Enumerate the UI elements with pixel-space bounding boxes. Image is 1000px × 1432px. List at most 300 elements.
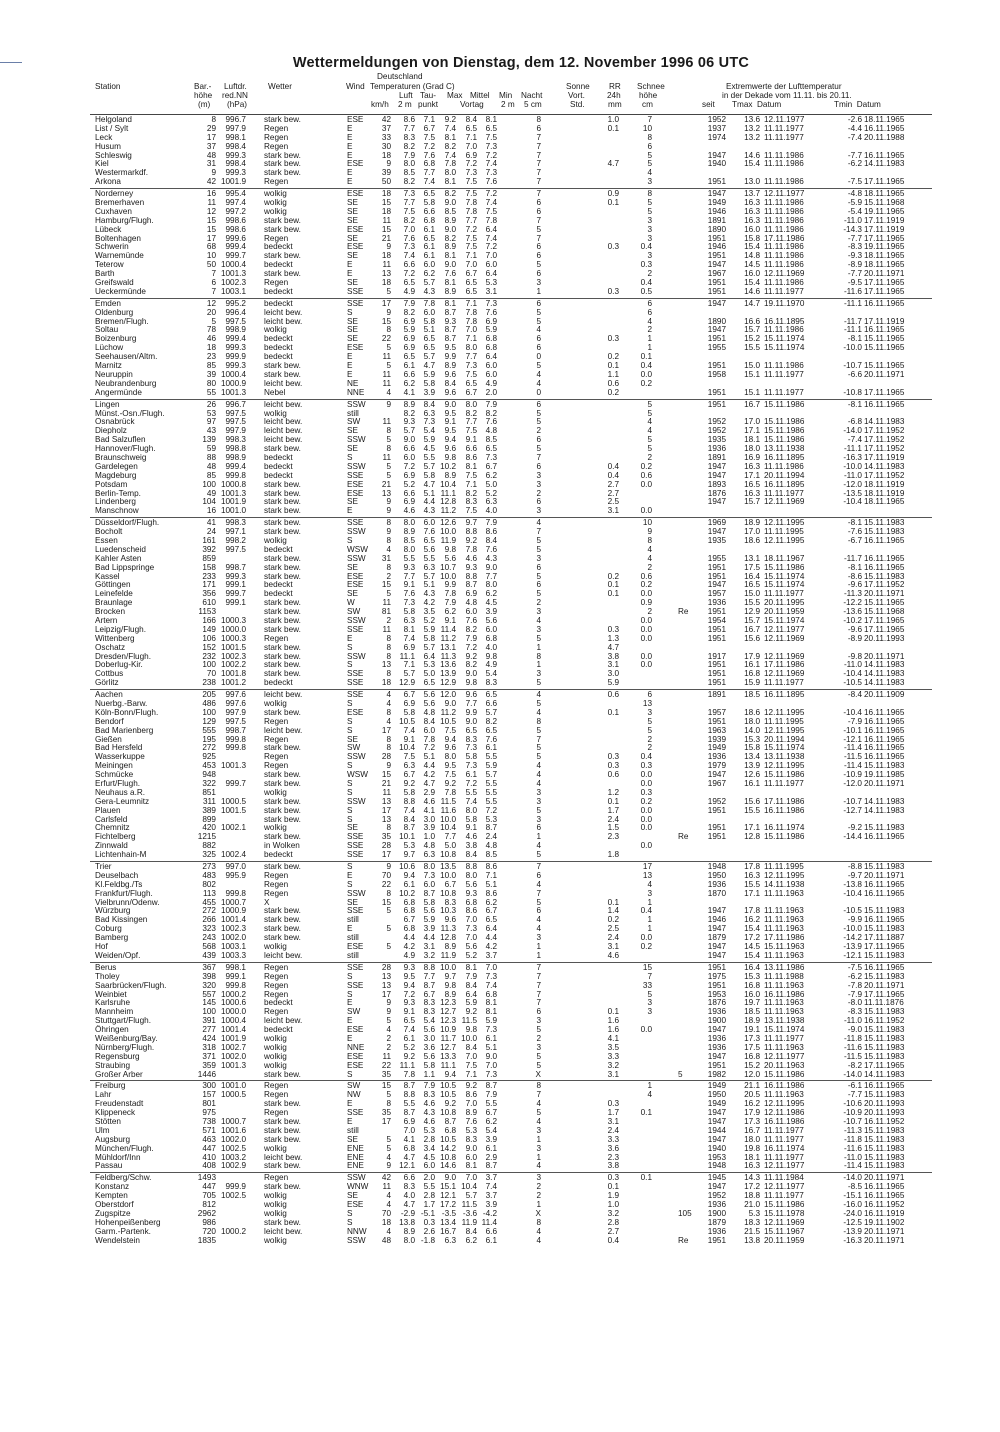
wind-direction: ESE bbox=[347, 343, 364, 353]
header-luft2m-2: 2 m bbox=[398, 100, 412, 109]
wind-direction: ESE bbox=[347, 1060, 364, 1070]
station-elevation: 37 bbox=[206, 141, 216, 151]
station-elevation: 80 bbox=[206, 378, 216, 388]
precipitation: 0.0 bbox=[640, 660, 652, 670]
night-min-value: 4 bbox=[536, 690, 541, 700]
record-since: 1969 bbox=[707, 518, 726, 528]
min-temp: 7.3 bbox=[485, 1069, 497, 1079]
table-row bbox=[90, 279, 932, 288]
table-row bbox=[90, 199, 932, 208]
air-temp: 5.8 bbox=[403, 787, 415, 797]
precipitation: 0.6 bbox=[640, 470, 652, 480]
night-min-value: X bbox=[535, 1208, 541, 1218]
station-name: Hamburg/Flugh. bbox=[95, 215, 154, 225]
sunshine: 1.2 bbox=[607, 787, 619, 797]
table-row bbox=[90, 943, 932, 952]
tmax-value: 13.6 bbox=[744, 115, 760, 124]
mean-temp-prev: 6.0 bbox=[465, 1152, 477, 1162]
wind-speed: 8 bbox=[386, 734, 391, 744]
dew-point: 4.3 bbox=[423, 589, 435, 599]
max-temp: 9.6 bbox=[444, 387, 456, 397]
pressure: 997.1 bbox=[225, 527, 246, 537]
mean-temp-prev: 9.1 bbox=[465, 435, 477, 445]
sunshine: 0.1 bbox=[607, 796, 619, 806]
station-elevation: 17 bbox=[206, 233, 216, 243]
weather: bedeckt bbox=[264, 352, 293, 362]
tmax-value: 19.1 bbox=[744, 1025, 760, 1035]
wind-speed: 17 bbox=[381, 298, 391, 308]
wind-speed: 4 bbox=[386, 699, 391, 708]
mean-temp-prev: 8.6 bbox=[465, 1090, 477, 1100]
station-name: München/Flugh. bbox=[95, 1143, 154, 1153]
tmax-date: 17.11.1986 bbox=[764, 796, 805, 806]
air-temp: 6.1 bbox=[403, 879, 415, 889]
sunshine: 2.8 bbox=[607, 1217, 619, 1227]
night-min-value: 1 bbox=[536, 942, 541, 952]
table-row bbox=[90, 999, 932, 1008]
dew-point: 5.9 bbox=[423, 624, 435, 634]
station-elevation: 157 bbox=[202, 1090, 216, 1100]
table-row bbox=[90, 178, 932, 187]
sunshine: 3.8 bbox=[607, 1161, 619, 1171]
pressure: 1001.3 bbox=[220, 387, 246, 397]
air-temp: 8.2 bbox=[403, 141, 415, 151]
tmax-value: 16.7 bbox=[744, 624, 760, 634]
weather: leicht bew. bbox=[264, 435, 303, 445]
station-name: Helgoland bbox=[95, 115, 132, 124]
wind-speed: 22 bbox=[381, 879, 391, 889]
tmax-date: 11.11.1986 bbox=[764, 461, 804, 471]
tmin-date: 17.11.1965 bbox=[864, 989, 905, 999]
night-min-value: 7 bbox=[536, 189, 541, 199]
mean-temp-prev: 7.8 bbox=[465, 316, 477, 326]
tmax-value: 16.9 bbox=[744, 452, 760, 462]
wind-direction: S bbox=[347, 307, 353, 317]
dew-point: 7.5 bbox=[423, 132, 435, 142]
min-temp: 4.0 bbox=[485, 642, 497, 652]
wind-direction: SE bbox=[347, 734, 358, 744]
station-name: Barth bbox=[95, 269, 115, 279]
station-name: Schmücke bbox=[95, 770, 134, 780]
station-elevation: 1835 bbox=[197, 1235, 216, 1245]
header-dekade: in der Dekade vom 11.11. bis 20.11. bbox=[722, 91, 852, 100]
header-tau-1: Tau- bbox=[420, 91, 436, 100]
tmin-date: 15.11.1968 bbox=[864, 607, 905, 617]
tmin-date: 17.11.1919 bbox=[864, 224, 905, 234]
precipitation: 1 bbox=[647, 334, 652, 344]
tmin-date: 18.11.1919 bbox=[864, 479, 905, 489]
tmax-value: 15.7 bbox=[744, 497, 760, 507]
mean-temp-prev: 7.4 bbox=[465, 796, 477, 806]
wind-direction: SE bbox=[347, 897, 358, 907]
dew-point: 8.4 bbox=[423, 399, 435, 409]
table-row bbox=[90, 1035, 932, 1044]
sunshine: 3.1 bbox=[607, 942, 619, 952]
night-min-value: 5 bbox=[536, 1051, 541, 1061]
pressure: 1001.5 bbox=[220, 805, 246, 815]
station-name: Cottbus bbox=[95, 669, 124, 679]
wind-speed: 15 bbox=[381, 897, 391, 907]
station-name: Konstanz bbox=[95, 1182, 130, 1192]
dew-point: 4.2 bbox=[423, 598, 435, 608]
min-temp: 5.2 bbox=[485, 488, 497, 498]
dew-point: 4.3 bbox=[423, 506, 435, 516]
record-since: 1947 bbox=[707, 189, 726, 199]
air-temp: 6.9 bbox=[403, 334, 415, 344]
tmin-date: 19.11.1985 bbox=[864, 770, 905, 780]
pressure: 1001.4 bbox=[220, 1025, 246, 1035]
sunshine: 3.8 bbox=[607, 651, 619, 661]
precipitation: 5 bbox=[647, 198, 652, 208]
table-row bbox=[90, 1053, 932, 1062]
air-temp: 4.0 bbox=[403, 1191, 415, 1201]
min-temp: 7.4 bbox=[485, 198, 497, 208]
tmax-date: 11.11.1963 bbox=[764, 906, 804, 916]
record-since: 1967 bbox=[707, 269, 726, 279]
tmax-value: 16.2 bbox=[744, 915, 760, 925]
dew-point: 5.8 bbox=[423, 378, 435, 388]
wind-direction: SE bbox=[347, 251, 358, 261]
mean-temp-prev: 9.2 bbox=[465, 1007, 477, 1017]
wind-direction: SSW bbox=[347, 461, 366, 471]
weather: stark bew. bbox=[264, 115, 301, 124]
tmin-value: -12.1 bbox=[843, 734, 862, 744]
station-name: Deuselbach bbox=[95, 870, 139, 880]
precipitation: 0.0 bbox=[640, 805, 652, 815]
min-temp: 7.3 bbox=[485, 141, 497, 151]
station-elevation: 300 bbox=[202, 1081, 216, 1091]
tmax-value: 15.4 bbox=[744, 950, 760, 960]
tmax-value: 17.5 bbox=[744, 562, 760, 572]
tmax-date: 15.11.1974 bbox=[764, 580, 805, 590]
record-since: 1953 bbox=[707, 989, 726, 999]
min-temp: 7.6 bbox=[485, 544, 497, 554]
mean-temp-prev: 7.9 bbox=[465, 633, 477, 643]
night-min-value: 6 bbox=[536, 251, 541, 261]
mean-temp-prev: 7.1 bbox=[465, 334, 477, 344]
tmax-value: 17.0 bbox=[744, 527, 760, 537]
wind-speed: 42 bbox=[381, 1173, 391, 1183]
pressure: 999.3 bbox=[225, 361, 246, 371]
tmax-date: 13.11.1938 bbox=[764, 752, 805, 762]
precipitation: 5 bbox=[647, 150, 652, 160]
min-temp: 6.2 bbox=[485, 1116, 497, 1126]
wind-direction: SE bbox=[347, 278, 358, 288]
min-temp: 8.7 bbox=[485, 1081, 497, 1091]
record-since: 1951 bbox=[707, 624, 726, 634]
tmin-date: 15.11.1983 bbox=[864, 1152, 905, 1162]
table-row bbox=[90, 964, 932, 973]
tmin-value: -11.0 bbox=[843, 1152, 862, 1162]
tmin-date: 15.11.1983 bbox=[864, 1025, 905, 1035]
tmax-date: 16.11.1986 bbox=[764, 989, 805, 999]
air-temp: 6.9 bbox=[403, 699, 415, 708]
record-since: 1947 bbox=[707, 461, 726, 471]
pressure: 999.6 bbox=[225, 233, 246, 243]
air-temp: 4.7 bbox=[403, 1152, 415, 1162]
tmax-date: 20.11.1994 bbox=[764, 734, 805, 744]
air-temp: 6.9 bbox=[403, 1116, 415, 1126]
station-elevation: 18 bbox=[206, 343, 216, 353]
header-rr-1: RR bbox=[609, 82, 621, 91]
air-temp: 5.8 bbox=[403, 707, 415, 717]
tmax-date: 15.11.1974 bbox=[764, 343, 805, 353]
dew-point: 5.6 bbox=[423, 544, 435, 554]
record-since: 1947 bbox=[707, 1051, 726, 1061]
tmin-value: -11.4 bbox=[843, 1161, 862, 1171]
night-min-value: 6 bbox=[536, 399, 541, 409]
night-min-value: 7 bbox=[536, 962, 541, 972]
station-elevation: 129 bbox=[202, 716, 216, 726]
tmin-date: 20.11.1971 bbox=[864, 1173, 905, 1183]
dew-point: 8.3 bbox=[423, 998, 435, 1008]
weather: wolkig bbox=[264, 1235, 287, 1245]
table-row bbox=[90, 872, 932, 881]
station-elevation: 1446 bbox=[197, 1069, 216, 1079]
table-row bbox=[90, 445, 932, 454]
dew-point: 7.6 bbox=[423, 527, 435, 537]
weather: wolkig bbox=[264, 189, 287, 199]
tmax-date: 11.11.1977 bbox=[764, 1191, 804, 1201]
tmax-date: 12.11.1995 bbox=[764, 518, 805, 528]
record-since: 1952 bbox=[707, 796, 726, 806]
max-temp: 12.3 bbox=[440, 1016, 456, 1026]
pressure: 1000.9 bbox=[220, 378, 246, 388]
night-min-value: 4 bbox=[536, 615, 541, 625]
tmin-value: -10.9 bbox=[843, 770, 862, 780]
weather: stark bew. bbox=[264, 150, 301, 160]
wind-speed: 5 bbox=[386, 1143, 391, 1153]
air-temp: 6.8 bbox=[403, 897, 415, 907]
tmin-value: -7.5 bbox=[847, 962, 862, 972]
max-temp: 13.1 bbox=[440, 642, 456, 652]
tmin-date: 17.11.1965 bbox=[864, 624, 905, 634]
tmin-value: -8.1 bbox=[847, 518, 862, 528]
tmin-date: 20.11.1993 bbox=[864, 1108, 905, 1118]
tmin-value: -7.9 bbox=[847, 989, 862, 999]
max-temp: 9.5 bbox=[444, 408, 456, 418]
weather: stark bew. bbox=[264, 624, 301, 634]
station-name: Westermarkdf. bbox=[95, 168, 149, 178]
record-since: 1951 bbox=[707, 387, 726, 397]
weather: wolkig bbox=[264, 823, 287, 833]
tmin-value: -6.2 bbox=[847, 159, 862, 169]
wind-speed: 13 bbox=[381, 971, 391, 981]
header-bar-2: höhe bbox=[194, 91, 213, 100]
weather: stark bew. bbox=[264, 527, 301, 537]
station-elevation: 705 bbox=[202, 1191, 216, 1201]
sunshine: 3.1 bbox=[607, 506, 619, 516]
record-since: 1974 bbox=[707, 132, 726, 142]
station-elevation: 610 bbox=[202, 598, 216, 608]
record-since: 1939 bbox=[707, 734, 726, 744]
station-name: Doberlug-Kir. bbox=[95, 660, 143, 670]
sunshine: 2.4 bbox=[607, 814, 619, 824]
wind-speed: 4 bbox=[386, 1025, 391, 1035]
tmin-date: 20.11.1993 bbox=[864, 633, 905, 643]
max-temp: 12.7 bbox=[440, 1042, 456, 1052]
tmin-date: 11.11.1876 bbox=[864, 998, 904, 1008]
header-min: Min bbox=[499, 91, 513, 100]
wind-direction: ESE bbox=[347, 1025, 364, 1035]
weather: stark bew. bbox=[264, 506, 301, 516]
air-temp: 7.6 bbox=[403, 589, 415, 599]
night-min-value: 5 bbox=[536, 678, 541, 688]
tmax-value: 16.0 bbox=[744, 224, 760, 234]
record-since: 1937 bbox=[707, 123, 726, 133]
weather: bedeckt bbox=[264, 678, 293, 688]
mean-temp-prev: 7.3 bbox=[465, 361, 477, 371]
dew-point: 6.5 bbox=[423, 334, 435, 344]
sunshine: 0.3 bbox=[607, 752, 619, 762]
sunshine: 0.2 bbox=[607, 571, 619, 581]
wind-direction: SSE bbox=[347, 841, 364, 851]
night-min-value: 0 bbox=[536, 352, 541, 362]
precipitation: 5 bbox=[647, 399, 652, 409]
pressure: 1001.0 bbox=[220, 1081, 246, 1091]
table-row bbox=[90, 252, 932, 261]
dew-point: 6.3 bbox=[423, 850, 435, 860]
weather: Regen bbox=[264, 761, 289, 771]
station-name: Hannover/Flugh. bbox=[95, 444, 156, 454]
header-wind: Wind bbox=[346, 82, 365, 91]
max-temp: 7.8 bbox=[444, 589, 456, 599]
wind-speed: 9 bbox=[386, 159, 391, 169]
dew-point: 5.8 bbox=[423, 633, 435, 643]
max-temp: -3.5 bbox=[441, 1208, 456, 1218]
wind-speed: 42 bbox=[381, 115, 391, 124]
night-min-value: 5 bbox=[536, 850, 541, 860]
max-temp: 6.8 bbox=[444, 1125, 456, 1135]
record-since: 1946 bbox=[707, 206, 726, 216]
night-min-value: 5 bbox=[536, 1025, 541, 1035]
tmax-value: 14.6 bbox=[744, 286, 760, 296]
weather: wolkig bbox=[264, 1208, 287, 1218]
table-row bbox=[90, 217, 932, 226]
station-elevation: 15 bbox=[206, 224, 216, 234]
wind-direction: ESE bbox=[347, 580, 364, 590]
dew-point: 3.1 bbox=[423, 942, 435, 952]
wind-speed: 9 bbox=[386, 1161, 391, 1171]
wind-speed: 17 bbox=[381, 989, 391, 999]
precipitation: 6 bbox=[647, 307, 652, 317]
tmin-date: 15.11.1983 bbox=[864, 518, 905, 528]
wind-speed: 17 bbox=[381, 850, 391, 860]
tmin-date: 15.11.1965 bbox=[864, 334, 905, 344]
tmax-value: 17.2 bbox=[744, 933, 760, 943]
min-temp: 8.1 bbox=[485, 998, 497, 1008]
air-temp: 8.2 bbox=[403, 408, 415, 418]
dew-point: 5.3 bbox=[423, 660, 435, 670]
air-temp: 5.7 bbox=[403, 426, 415, 436]
precipitation: 4 bbox=[647, 553, 652, 563]
record-since: 1947 bbox=[707, 497, 726, 507]
mean-temp-prev: 4.8 bbox=[465, 598, 477, 608]
tmin-date: 15.11.1965 bbox=[864, 361, 905, 371]
dew-point: 4.1 bbox=[423, 805, 435, 815]
record-since: 1893 bbox=[707, 479, 726, 489]
tmin-date: 17.11.1919 bbox=[864, 452, 905, 462]
record-since: 1870 bbox=[707, 888, 726, 898]
wind-speed: 9 bbox=[386, 527, 391, 537]
pressure: 1000.7 bbox=[220, 1116, 246, 1126]
wind-speed: 18 bbox=[381, 206, 391, 216]
wind-speed: 5 bbox=[386, 1016, 391, 1026]
night-min-value: 5 bbox=[536, 361, 541, 371]
sunshine: 3.5 bbox=[607, 1042, 619, 1052]
dew-point: 7.7 bbox=[423, 168, 435, 178]
sunshine: 1.6 bbox=[607, 1025, 619, 1035]
air-temp: 6.0 bbox=[403, 452, 415, 462]
station-elevation: 389 bbox=[202, 805, 216, 815]
station-name: Lüchow bbox=[95, 343, 124, 353]
pressure: 1000.0 bbox=[220, 1007, 246, 1017]
max-temp: 9.0 bbox=[444, 699, 456, 708]
night-min-value: 8 bbox=[536, 716, 541, 726]
night-min-value: 7 bbox=[536, 998, 541, 1008]
wind-speed: 8 bbox=[386, 642, 391, 652]
air-temp: 8.9 bbox=[403, 1226, 415, 1236]
mean-temp-prev: 10.0 bbox=[461, 1033, 477, 1043]
night-min-value: 7 bbox=[536, 862, 541, 872]
table-row bbox=[90, 816, 932, 825]
station-name: Großer Arber bbox=[95, 1069, 143, 1079]
weather: Regen bbox=[264, 752, 289, 762]
tmax-date: 11.11.1977 bbox=[764, 387, 804, 397]
weather: stark bew. bbox=[264, 269, 301, 279]
min-temp: 7.8 bbox=[485, 215, 497, 225]
weather: wolkig bbox=[264, 1060, 287, 1070]
tmin-value: -8.8 bbox=[847, 862, 862, 872]
min-temp: 5.5 bbox=[485, 779, 497, 789]
tmax-value: 16.3 bbox=[744, 1161, 760, 1171]
station-elevation: 568 bbox=[202, 942, 216, 952]
tmin-value: -11.7 bbox=[843, 316, 862, 326]
table-row bbox=[90, 991, 932, 1000]
tmax-date: 11.11.1986 bbox=[764, 150, 804, 160]
pressure: 1001.4 bbox=[220, 915, 246, 925]
min-temp: 6.8 bbox=[485, 343, 497, 353]
weather: stark bew. bbox=[264, 814, 301, 824]
pressure: 997.4 bbox=[225, 198, 246, 208]
record-since: 1951 bbox=[707, 660, 726, 670]
wind-speed: 8 bbox=[386, 325, 391, 335]
record-since: 1890 bbox=[707, 316, 726, 326]
table-row bbox=[90, 890, 932, 899]
max-temp: 9.6 bbox=[444, 915, 456, 925]
dew-point: 6.3 bbox=[423, 408, 435, 418]
tmax-value: 14.3 bbox=[744, 1173, 760, 1183]
dew-point: 4.3 bbox=[423, 1108, 435, 1118]
tmin-value: -7.8 bbox=[847, 980, 862, 990]
station-elevation: 100 bbox=[202, 660, 216, 670]
tmax-date: 13.11.1986 bbox=[764, 962, 805, 972]
night-min-value: 6 bbox=[536, 870, 541, 880]
tmin-value: -10.1 bbox=[843, 725, 862, 735]
sunshine: 2.7 bbox=[607, 479, 619, 489]
min-temp: 7.3 bbox=[485, 452, 497, 462]
station-name: Trier bbox=[95, 862, 112, 872]
mean-temp-prev: 7.5 bbox=[465, 242, 477, 252]
max-temp: 9.4 bbox=[444, 734, 456, 744]
max-temp: 10.5 bbox=[440, 1134, 456, 1144]
station-elevation: 272 bbox=[202, 906, 216, 916]
tmax-date: 15.11.1974 bbox=[764, 743, 805, 753]
dew-point: 5.7 bbox=[423, 352, 435, 362]
mean-temp-prev: 9.9 bbox=[465, 707, 477, 717]
record-since: 1891 bbox=[707, 452, 726, 462]
min-temp: 8.7 bbox=[485, 823, 497, 833]
